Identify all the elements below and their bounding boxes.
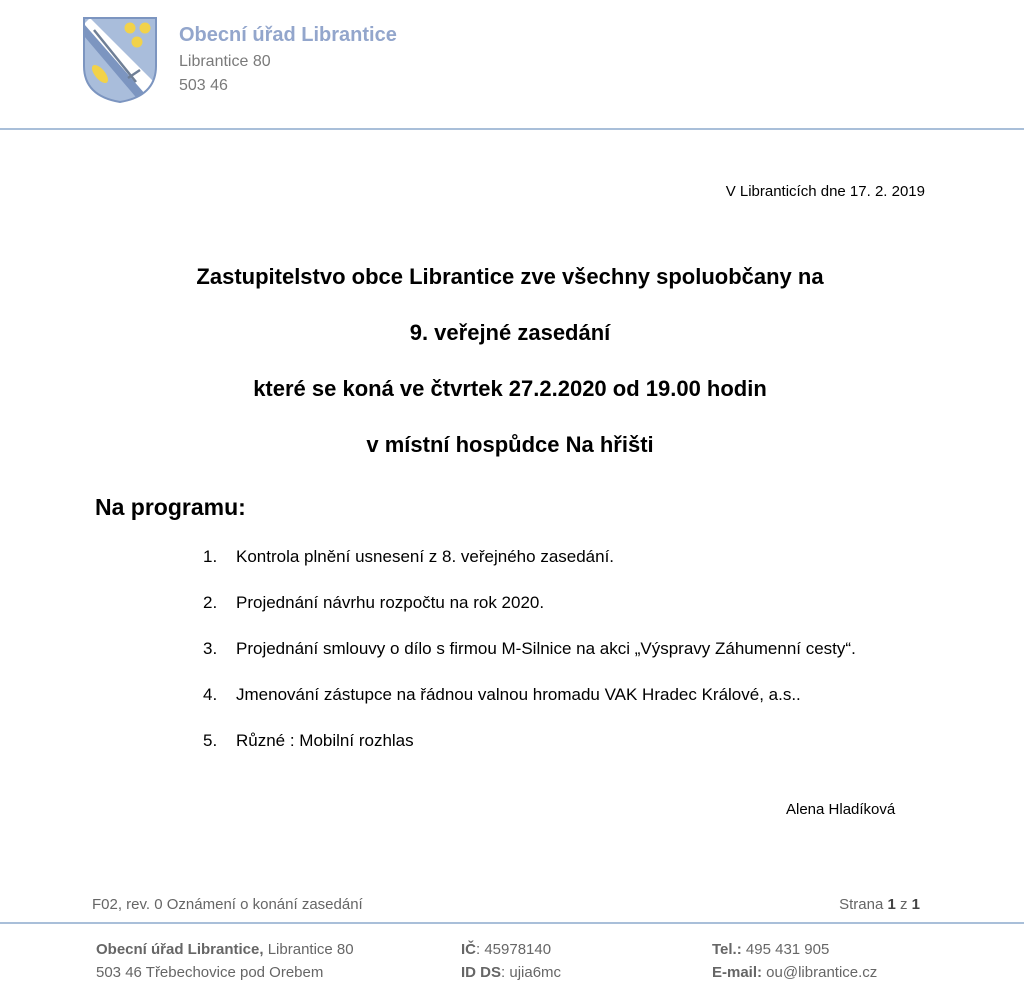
- coat-of-arms-icon: [82, 16, 158, 104]
- invitation-title: Zastupitelstvo obce Librantice zve všechny spoluobčany na: [196, 264, 824, 289]
- signature: Alena Hladíková: [786, 801, 896, 818]
- contact-email-label: E-mail:: [712, 964, 763, 981]
- page-current: 1: [887, 896, 896, 913]
- agenda-item: [203, 593, 856, 639]
- contact-org-name: Obecní úřad Librantice,: [96, 941, 264, 958]
- header-address-zip: 503 46: [179, 77, 228, 94]
- page-label: Strana: [839, 896, 884, 913]
- page-number: [839, 896, 920, 913]
- contact-ic: [461, 941, 551, 958]
- agenda-item-text: Projednání smlouvy o dílo s firmou M-Silnice na akci „Výspravy Záhumenní cesty“.: [236, 639, 856, 658]
- contact-ds-value: : ujia6mc: [501, 964, 562, 981]
- agenda-item-text: Různé : Mobilní rozhlas: [236, 731, 414, 750]
- page-of: z: [899, 896, 908, 913]
- contact-tel-label: Tel.:: [712, 941, 742, 958]
- form-identifier: F02, rev. 0 Oznámení o konání zasedání: [92, 896, 363, 913]
- contact-ic-label: IČ: [461, 941, 476, 958]
- date-line: V Libranticích dne 17. 2. 2019: [725, 183, 925, 200]
- program-heading: Na programu:: [95, 494, 246, 520]
- header-org-name: Obecní úřad Librantice: [179, 24, 397, 46]
- contact-city: 503 46 Třebechovice pod Orebem: [96, 964, 324, 981]
- agenda-item-number: 5.: [203, 731, 218, 750]
- page-total: 1: [911, 896, 920, 913]
- agenda-item-number: 4.: [203, 685, 218, 704]
- contact-street: Librantice 80: [263, 941, 354, 958]
- agenda-item-number: 2.: [203, 593, 218, 612]
- contact-tel-value: 495 431 905: [741, 941, 830, 958]
- agenda-item: [203, 685, 856, 731]
- contact-address: [96, 941, 354, 958]
- agenda-list: [203, 547, 856, 777]
- agenda-item-text: Jmenování zástupce na řádnou valnou hromadu VAK Hradec Králové, a.s..: [236, 685, 801, 704]
- agenda-item: [203, 731, 856, 777]
- contact-email: [712, 964, 877, 981]
- agenda-item-text: Kontrola plnění usnesení z 8. veřejného zasedání.: [236, 547, 615, 566]
- contact-phone: [712, 941, 829, 958]
- meeting-venue: v místní hospůdce Na hřišti: [366, 432, 654, 457]
- header-address-street: Librantice 80: [179, 53, 271, 70]
- agenda-item-number: 1.: [203, 547, 218, 566]
- agenda-item-text: Projednání návrhu rozpočtu na rok 2020.: [236, 593, 545, 612]
- agenda-item-number: 3.: [203, 639, 218, 658]
- contact-ds-label: ID DS: [461, 964, 502, 981]
- agenda-item: [203, 639, 856, 685]
- contact-data-box: [461, 964, 561, 981]
- header-divider: [0, 128, 1024, 130]
- meeting-datetime: které se koná ve čtvrtek 27.2.2020 od 19.00 hodin: [253, 376, 767, 401]
- contact-email-value: ou@librantice.cz: [762, 964, 878, 981]
- agenda-item: [203, 547, 856, 593]
- footer-divider: [0, 922, 1024, 924]
- contact-ic-value: : 45978140: [476, 941, 552, 958]
- meeting-name: 9. veřejné zasedání: [409, 320, 611, 345]
